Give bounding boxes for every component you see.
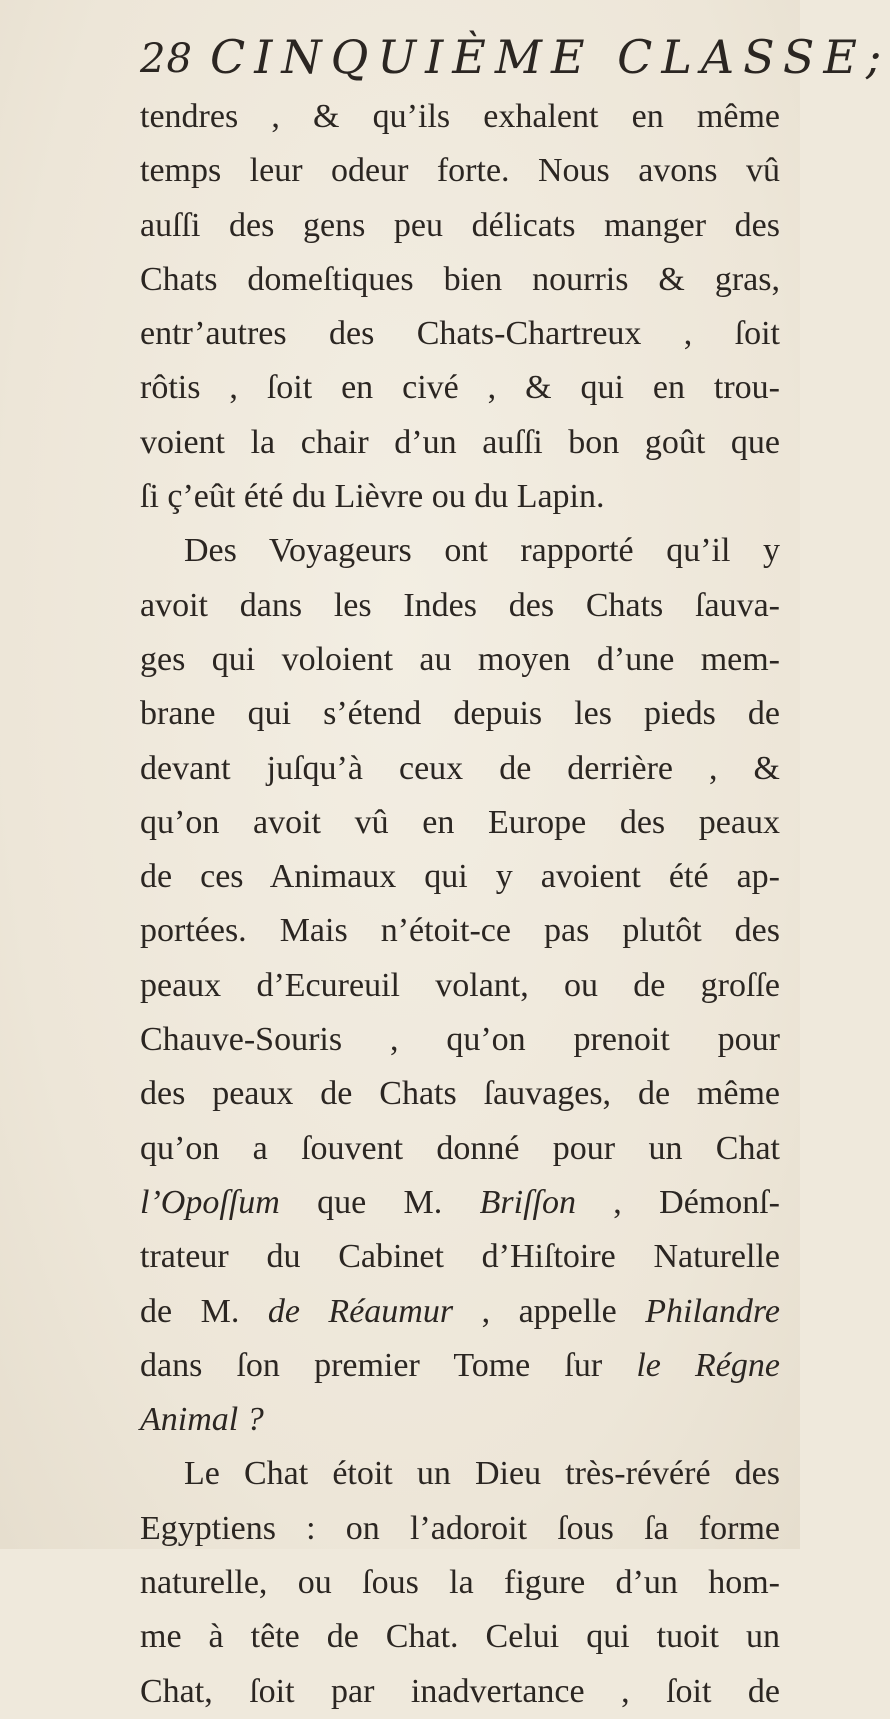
- text-segment: ſi ç’eût été du Lièvre ou du Lapin.: [140, 478, 605, 516]
- text-line: [140, 850, 780, 904]
- italic-text: de Réaumur: [267, 1292, 454, 1330]
- text-segment: Des Voyageurs ont rapporté qu’il y: [184, 532, 780, 570]
- text-line: [140, 796, 780, 850]
- text-segment: , appelle: [453, 1292, 646, 1330]
- italic-text: Briſſon: [479, 1183, 576, 1221]
- text-segment: voient la chair d’un auſſi bon goût que: [140, 423, 780, 461]
- text-segment: Egyptiens : on l’adoroit ſous ſa forme: [140, 1509, 780, 1547]
- text-segment: que M.: [279, 1183, 480, 1221]
- text-line: [140, 144, 780, 198]
- text-segment: Chats domeſtiques bien nourris & gras,: [140, 260, 780, 298]
- text-segment: des peaux de Chats ſauvages, de même: [140, 1075, 780, 1113]
- running-head: CINQUIÈME CLASSE;: [210, 30, 890, 84]
- text-segment: me à tête de Chat. Celui qui tuoit un: [140, 1618, 780, 1656]
- text-line: [140, 90, 780, 144]
- text-line: [140, 1502, 780, 1556]
- text-segment: , Démonſ-: [575, 1183, 781, 1221]
- text-segment: tendres , & qu’ils exhalent en même: [140, 98, 780, 135]
- page-header: [140, 30, 890, 90]
- text-line: [140, 524, 780, 578]
- text-segment: trateur du Cabinet d’Hiſtoire Naturelle: [140, 1238, 780, 1276]
- text-line: [140, 1447, 780, 1501]
- text-segment: Chat, ſoit par inadvertance , ſoit de: [140, 1672, 780, 1710]
- text-segment: rôtis , ſoit en civé , & qui en trou-: [140, 369, 780, 407]
- text-line: [140, 1176, 780, 1230]
- text-segment: naturelle, ou ſous la figure d’un hom-: [140, 1564, 780, 1602]
- page-number: 28: [140, 36, 193, 82]
- text-line: [140, 1122, 780, 1176]
- text-line: [140, 199, 780, 253]
- text-line: [140, 633, 780, 687]
- text-segment: brane qui s’étend depuis les pieds de: [140, 695, 780, 733]
- text-line: [140, 1013, 780, 1067]
- text-segment: temps leur odeur forte. Nous avons vû: [140, 152, 780, 190]
- italic-text: le Régne: [636, 1346, 780, 1384]
- text-segment: dans ſon premier Tome ſur: [140, 1346, 637, 1384]
- text-line: [140, 1556, 780, 1610]
- text-segment: ges qui voloient au moyen d’une mem-: [140, 640, 780, 678]
- text-line: [140, 253, 780, 307]
- text-line: [140, 579, 780, 633]
- text-line: [140, 904, 780, 958]
- text-segment: auſſi des gens peu délicats manger des: [140, 206, 780, 244]
- text-segment: avoit dans les Indes des Chats ſauva-: [140, 586, 780, 624]
- text-segment: portées. Mais n’étoit-ce pas plutôt des: [140, 912, 780, 950]
- text-line: [140, 1665, 780, 1719]
- text-line: [140, 959, 780, 1013]
- text-line: [140, 742, 780, 796]
- text-segment: entr’autres des Chats-Chartreux , ſoit: [140, 315, 780, 353]
- text-segment: de M.: [140, 1292, 268, 1330]
- italic-text: Philandre: [645, 1292, 780, 1330]
- text-line: [140, 361, 780, 415]
- text-line: [140, 1610, 780, 1664]
- text-line: [140, 307, 780, 361]
- body-text: [140, 90, 780, 1719]
- text-segment: Le Chat étoit un Dieu très-révéré des: [184, 1455, 780, 1493]
- text-line: [140, 1285, 780, 1339]
- text-line: [140, 1393, 780, 1447]
- italic-text: l’Opoſſum: [140, 1183, 280, 1221]
- text-line: [140, 1339, 780, 1393]
- text-line: [140, 470, 780, 524]
- italic-text: Animal ?: [140, 1401, 264, 1439]
- text-segment: peaux d’Ecureuil volant, ou de groſſe: [140, 966, 780, 1004]
- text-line: [140, 687, 780, 741]
- text-segment: de ces Animaux qui y avoient été ap-: [140, 858, 780, 896]
- text-line: [140, 416, 780, 470]
- text-line: [140, 1067, 780, 1121]
- text-segment: qu’on a ſouvent donné pour un Chat: [140, 1129, 780, 1167]
- text-segment: Chauve-Souris , qu’on prenoit pour: [140, 1021, 780, 1059]
- text-segment: devant juſqu’à ceux de derrière , &: [140, 749, 780, 787]
- text-line: [140, 1230, 780, 1284]
- text-segment: qu’on avoit vû en Europe des peaux: [140, 803, 780, 841]
